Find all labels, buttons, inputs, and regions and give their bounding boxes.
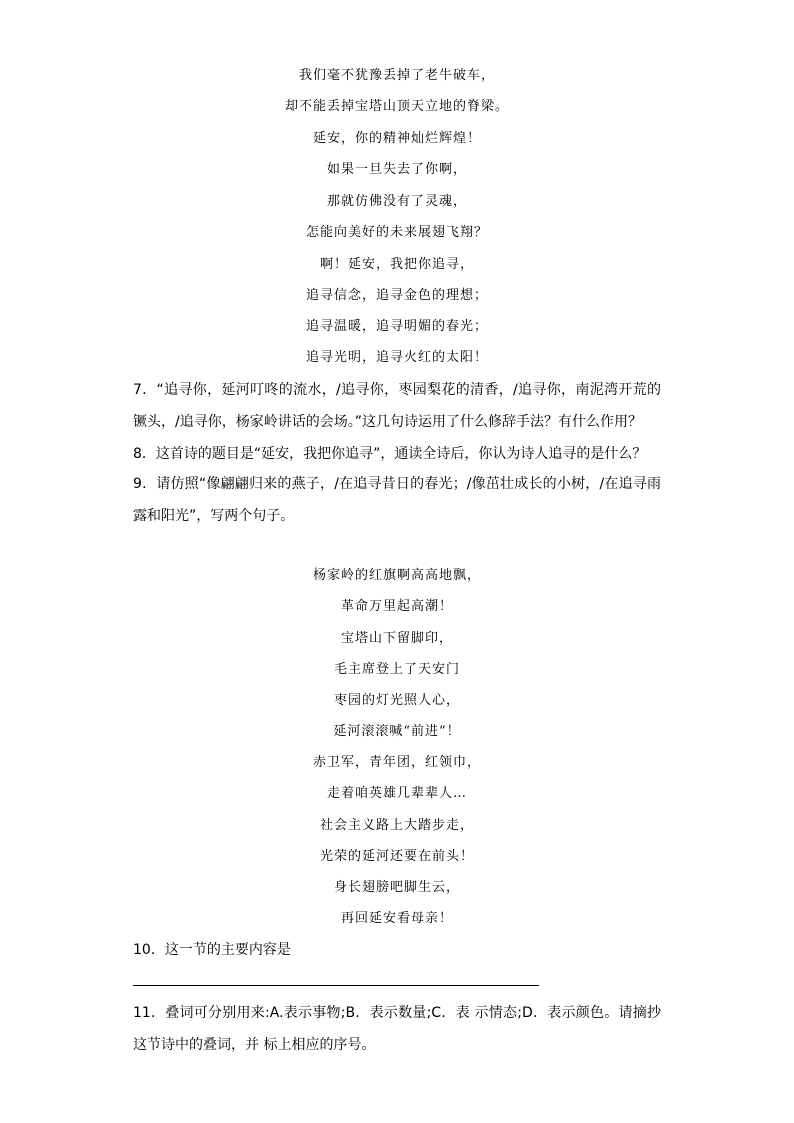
question-10: 10．这一节的主要内容是 bbox=[133, 942, 291, 958]
poem-line: 追寻温暖，追寻明媚的春光； bbox=[305, 319, 488, 334]
poem-line: 怎能向美好的未来展翅飞翔？ bbox=[305, 225, 488, 240]
poem-line: 社会主义路上大踏步走， bbox=[319, 818, 474, 833]
poem-line: 延安，你的精神灿烂辉煌！ bbox=[312, 131, 481, 146]
poem-line: 革命万里起高潮！ bbox=[340, 599, 453, 614]
poem-line: 延河滚滚喊“前进”！ bbox=[333, 724, 461, 739]
question-8: 8．这首诗的题目是“延安，我把你追寻”，通读全诗后，你认为诗人追寻的是什么？ bbox=[133, 446, 647, 462]
question-7: 7．“追寻你，延河叮咚的流水，/追寻你，枣园梨花的清香，/追寻你，南泥湾开荒的镢头，/追寻你，杨家岭讲话的会场。”这几句诗运用了什么修辞手法？有什么作用？ bbox=[133, 382, 661, 430]
poem-line: 枣园的灯光照人心， bbox=[333, 693, 460, 708]
poem-line: 杨家岭的红旗啊高高地飘， bbox=[312, 568, 481, 583]
poem-line: 赤卫军，青年团，红领巾， bbox=[312, 755, 481, 770]
poem-line: 宝塔山下留脚印， bbox=[340, 631, 453, 646]
answer-blank-line bbox=[133, 985, 539, 986]
poem-line: 那就仿佛没有了灵魂， bbox=[326, 194, 467, 209]
poem-line: 追寻信念，追寻金色的理想； bbox=[305, 288, 488, 303]
question-11: 11．叠词可分别用来:A.表示事物;B．表示数量;C．表 示情态;D．表示颜色。请摘抄这节诗中的叠词，并 标上相应的序号。 bbox=[133, 1005, 661, 1053]
question-9: 9．请仿照“像翩翩归来的燕子，/在追寻昔日的春光；/像茁壮成长的小树，/在追寻雨露和阳光”，写两个句子。 bbox=[133, 476, 661, 524]
poem-line: 走着咱英雄几辈辈人… bbox=[326, 786, 467, 801]
poem-line: 身长翅膀吧脚生云， bbox=[333, 880, 460, 895]
poem-line: 毛主席登上了天安门 bbox=[333, 662, 460, 677]
poem-line: 再回延安看母亲！ bbox=[340, 911, 453, 926]
poem-line: 我们毫不犹豫丢掉了老牛破车， bbox=[298, 68, 495, 83]
poem-line: 如果一旦失去了你啊， bbox=[326, 162, 467, 177]
poem-line: 追寻光明，追寻火红的太阳！ bbox=[305, 350, 488, 365]
poem-line: 却不能丢掉宝塔山顶天立地的脊梁。 bbox=[284, 99, 509, 114]
poem-line: 啊！延安，我把你追寻， bbox=[319, 257, 474, 272]
poem-line: 光荣的延河还要在前头！ bbox=[319, 849, 474, 864]
